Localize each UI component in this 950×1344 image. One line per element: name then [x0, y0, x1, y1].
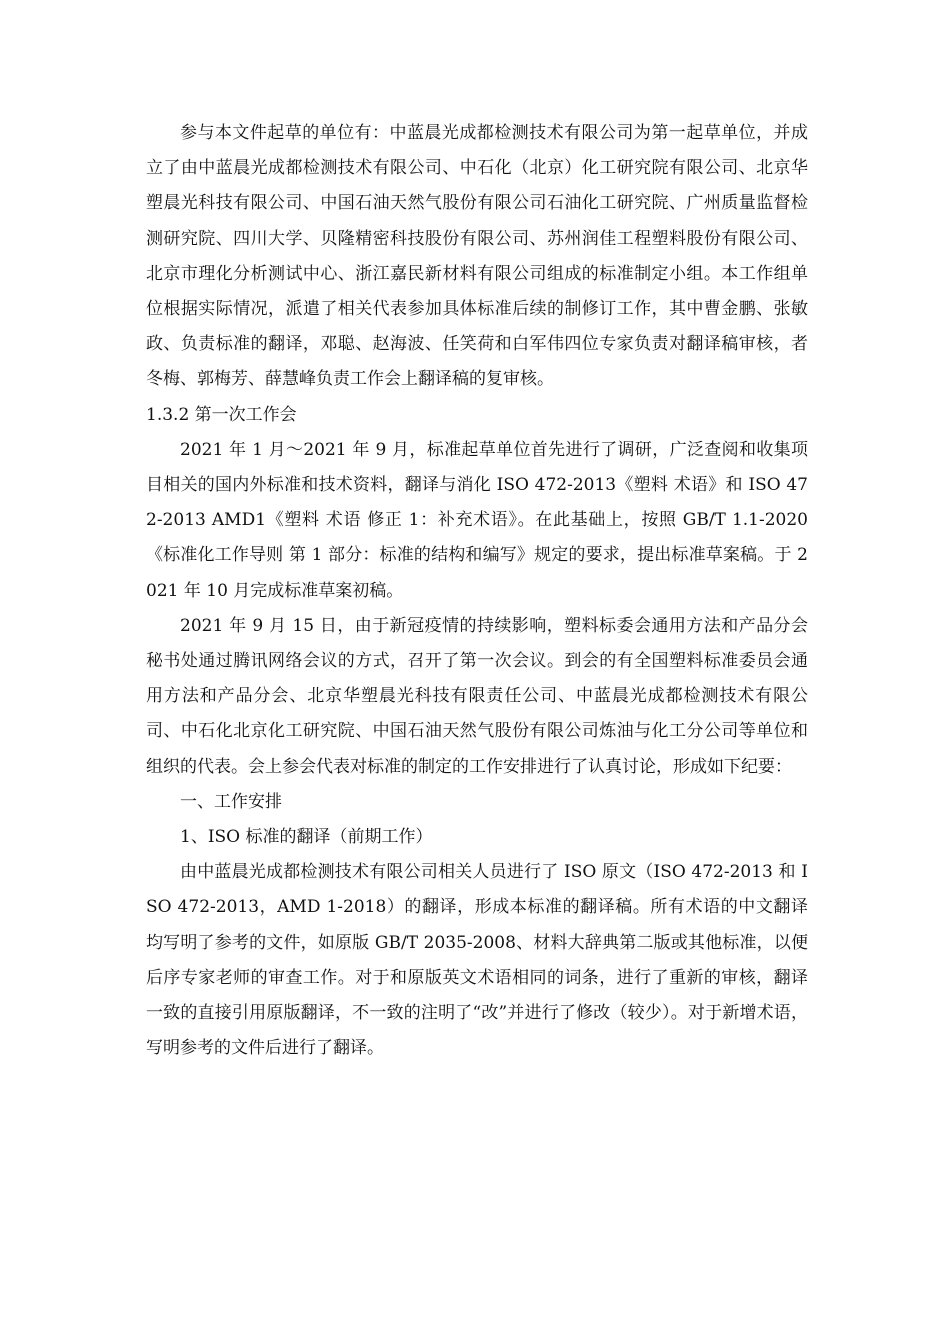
section-heading: 1.3.2 第一次工作会: [146, 404, 297, 425]
paragraph-drafting-units: 参与本文件起草的单位有：中蓝晨光成都检测技术有限公司为第一起草单位，并成立了由中蓝晨光成都检测技术有限公司、中石化（北京）化工研究院有限公司、北京华塑晨光科技有限公司、中国石油天然气股份有限公司石油化工研究院、广州质量监督检测研究院、四川大学、贝隆精密科技股份有限公司、苏州润佳工程塑料股份有限公司、北京市理化分析测试中心、浙江嘉民新材料有限公司组成的标准制定小组。本工作组单位根据实际情况，派遣了相关代表参加具体标准后续的制修订工作，其中曹金鹏、张敏政、负责标准的翻译，邓聪、赵海波、任笑荷和白军伟四位专家负责对翻译稿审核，者冬梅、郭梅芳、薛慧峰负责工作会上翻译稿的复审核。: [146, 123, 808, 390]
paragraph-translation-details: 由中蓝晨光成都检测技术有限公司相关人员进行了 ISO 原文（ISO 472-2013 和 ISO 472-2013，AMD 1-2018）的翻译，形成本标准的翻译稿。所有术语的中文翻译均写明了参考的文件，如原版 GB/T 2035-2008、材料大辞典第二版或其他标准，以便后序专家老师的审查工作。对于和原版英文术语相同的词条，进行了重新的审核，翻译一致的直接引用原版翻译，不一致的注明了“改”并进行了修改（较少）。对于新增术语，写明参考的文件后进行了翻译。: [146, 862, 808, 1059]
document-body: [146, 116, 808, 1066]
subheading-work-arrangement: 一、工作安排: [180, 791, 282, 812]
subheading-iso-translation: 1、ISO 标准的翻译（前期工作）: [180, 827, 433, 848]
paragraph-first-meeting: 2021 年 9 月 15 日，由于新冠疫情的持续影响，塑料标委会通用方法和产品分会秘书处通过腾讯网络会议的方式，召开了第一次会议。到会的有全国塑料标准委员会通用方法和产品分会、北京华塑晨光科技有限责任公司、中蓝晨光成都检测技术有限公司、中石化北京化工研究院、中国石油天然气股份有限公司炼油与化工分公司等单位和组织的代表。会上参会代表对标准的制定的工作安排进行了认真讨论，形成如下纪要：: [146, 615, 808, 777]
paragraph-research-timeline: 2021 年 1 月～2021 年 9 月，标准起草单位首先进行了调研，广泛查阅和收集项目相关的国内外标准和技术资料，翻译与消化 ISO 472-2013《塑料 术语》和 ISO 472-2013 AMD1《塑料 术语 修正 1：补充术语》。在此基础上，按照 GB/T 1.1-2020《标准化工作导则 第 1 部分：标准的结构和编写》规定的要求，提出标准草案稿。于 2021 年 10 月完成标准草案初稿。: [146, 439, 808, 601]
